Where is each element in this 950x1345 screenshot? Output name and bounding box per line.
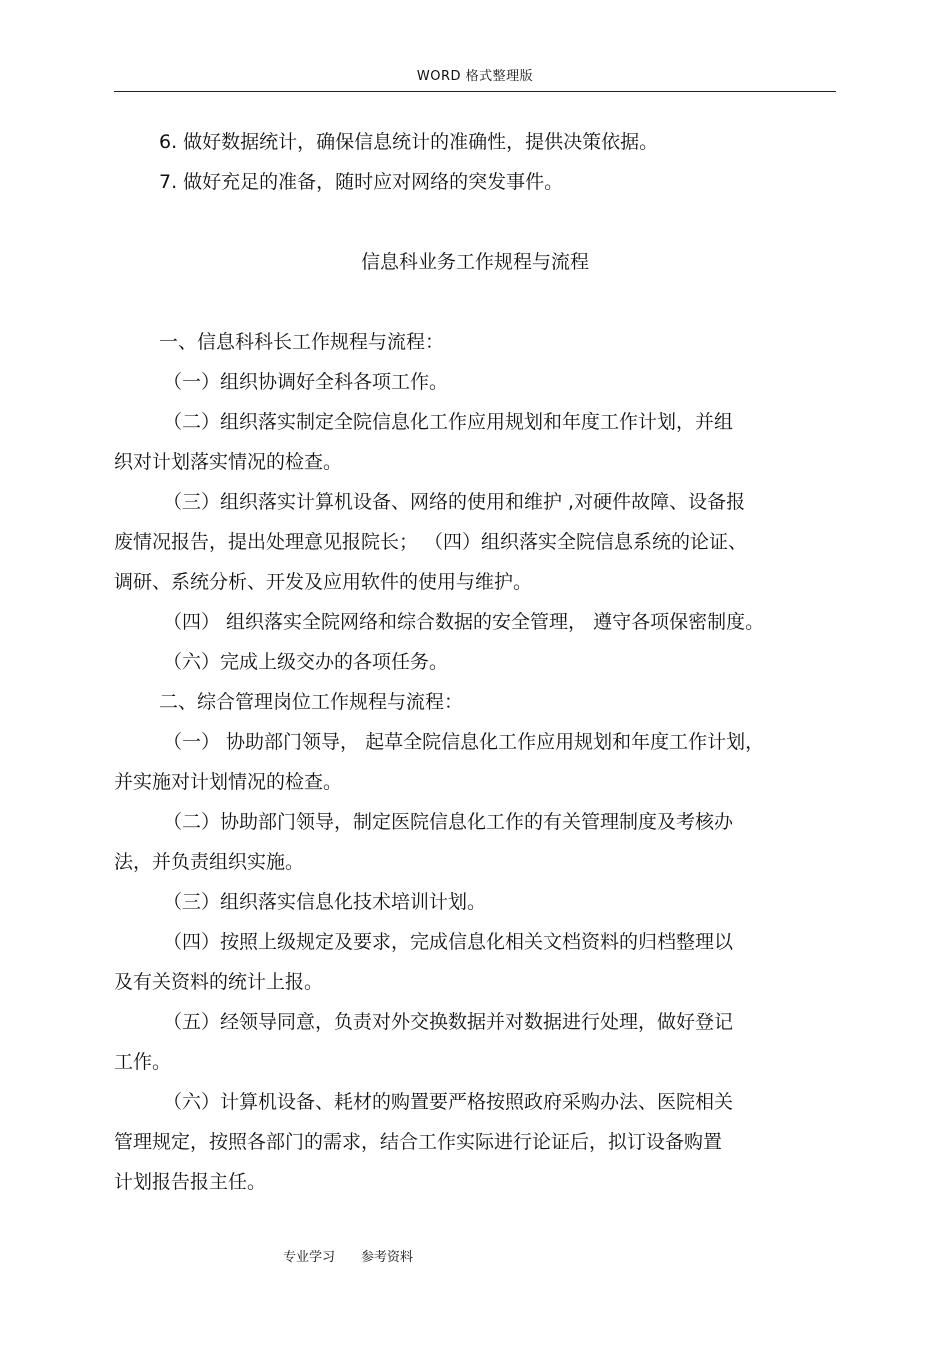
paragraph-line: 废情况报告，提出处理意见报院长； （四）组织落实全院信息系统的论证、: [114, 531, 748, 553]
page-footer: [283, 1250, 413, 1266]
heading-section-2: 二、综合管理岗位工作规程与流程：: [159, 691, 464, 713]
header-divider: [114, 91, 836, 92]
paragraph-line: 法，并负责组织实施。: [114, 851, 305, 873]
paragraph-line: （四） 组织落实全院网络和综合数据的安全管理， 遵守各项保密制度。: [163, 611, 765, 633]
paragraph-line: （二）协助部门领导，制定医院信息化工作的有关管理制度及考核办: [163, 811, 734, 833]
list-item-7: 7. 做好充足的准备，随时应对网络的突发事件。: [159, 171, 564, 193]
section-title: 信息科业务工作规程与流程: [360, 251, 589, 273]
paragraph-line: （三）组织落实计算机设备、网络的使用和维护 ,对硬件故障、设备报: [163, 491, 746, 513]
paragraph-line: （一） 协助部门领导， 起草全院信息化工作应用规划和年度工作计划，: [163, 731, 765, 753]
paragraph-line: （六）完成上级交办的各项任务。: [163, 651, 449, 673]
paragraph-line: （三）组织落实信息化技术培训计划。: [163, 891, 487, 913]
paragraph-line: 计划报告报主任。: [114, 1171, 267, 1193]
paragraph-line: （一）组织协调好全科各项工作。: [163, 371, 449, 393]
paragraph-line: 调研、系统分析、开发及应用软件的使用与维护。: [114, 571, 533, 593]
header-title: WORD 格式整理版: [416, 69, 534, 84]
paragraph-line: （四）按照上级规定及要求，完成信息化相关文档资料的归档整理以: [163, 931, 734, 953]
paragraph-line: （六）计算机设备、耗材的购置要严格按照政府采购办法、医院相关: [163, 1091, 734, 1113]
paragraph-line: 并实施对计划情况的检查。: [114, 771, 343, 793]
paragraph-line: （二）组织落实制定全院信息化工作应用规划和年度工作计划，并组: [163, 411, 734, 433]
footer-left-text: 专业学习: [283, 1250, 336, 1265]
footer-right-text: 参考资料: [361, 1250, 414, 1265]
paragraph-line: 及有关资料的统计上报。: [114, 971, 324, 993]
paragraph-line: 工作。: [114, 1051, 172, 1073]
list-item-6: 6. 做好数据统计，确保信息统计的准确性，提供决策依据。: [159, 131, 659, 153]
paragraph-line: 织对计划落实情况的检查。: [114, 451, 343, 473]
paragraph-line: （五）经领导同意，负责对外交换数据并对数据进行处理，做好登记: [163, 1011, 734, 1033]
paragraph-line: 管理规定，按照各部门的需求，结合工作实际进行论证后，拟订设备购置: [114, 1131, 723, 1153]
heading-section-1: 一、信息科科长工作规程与流程：: [159, 331, 445, 353]
